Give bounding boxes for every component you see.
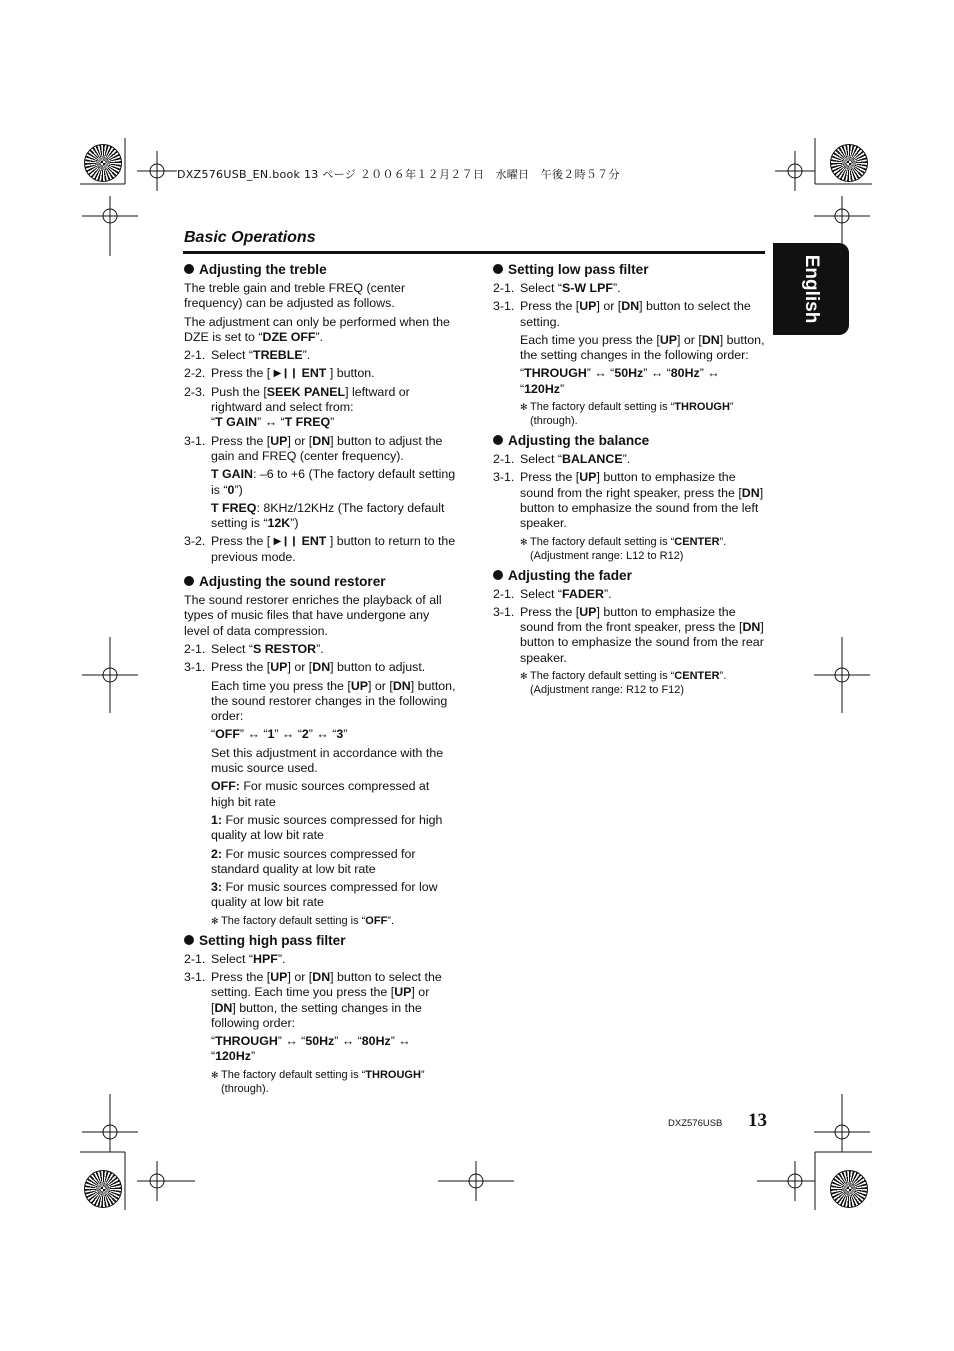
treble-intro-2: The adjustment can only be performed when the DZE is set to “DZE OFF”. xyxy=(184,314,450,344)
treble-freq-range: T FREQ: 8KHz/12KHz (The factory default setting is “12K”) xyxy=(211,500,445,531)
treble-intro-1: The treble gain and treble FREQ (center frequency) can be adjusted as follows. xyxy=(184,281,406,311)
book-info-line: DXZ576USB_EN.book 13 ページ ２００６年１２月２７日 水曜日 午後２時５７分 xyxy=(177,168,620,181)
bullet-icon xyxy=(493,264,503,274)
treble-step-2-3: 2-3. Push the [SEEK PANEL] leftward or rightward and select from: “T GAIN” ↔ “T FREQ” xyxy=(184,384,410,430)
lpf-order: “THROUGH” ↔ “50Hz” ↔ “80Hz” ↔ “120Hz” xyxy=(520,366,720,396)
language-tab-label: English xyxy=(801,254,822,324)
restorer-each-press: Each time you press the [UP] or [DN] button, the sound restorer changes in the following order: xyxy=(211,678,456,724)
restorer-default-note: ✻ The factory default setting is “OFF”. xyxy=(211,914,395,927)
treble-step-2-2: 2-2. Press the [ ▶❙❙ ENT ] button. xyxy=(184,366,375,381)
bullet-icon xyxy=(184,935,194,945)
asterisk-icon: ✻ xyxy=(520,671,528,682)
balance-heading: Adjusting the balance xyxy=(493,433,765,449)
hpf-heading: Setting high pass filter xyxy=(184,933,456,949)
restorer-off-desc: OFF: For music sources compressed at high bit rate xyxy=(211,779,430,809)
treble-step-2-1: 2-1. Select “TREBLE”. xyxy=(184,348,311,363)
fader-heading: Adjusting the fader xyxy=(493,568,765,584)
bullet-icon xyxy=(184,264,194,274)
treble-step-3-1: 3-1. Press the [UP] or [DN] button to adjust the gain and FREQ (center frequency). xyxy=(184,433,443,463)
balance-default-note: ✻ The factory default setting is “CENTER”. (Adjustment range: L12 to R12) xyxy=(520,535,727,562)
asterisk-icon: ✻ xyxy=(211,915,219,926)
hpf-order: “THROUGH” ↔ “50Hz” ↔ “80Hz” ↔ “120Hz” xyxy=(211,1034,411,1064)
restorer-order: “OFF” ↔ “1” ↔ “2” ↔ “3” xyxy=(211,727,348,742)
section-title: Basic Operations xyxy=(184,229,316,246)
asterisk-icon: ✻ xyxy=(520,402,528,413)
balance-step-3-1: 3-1. Press the [UP] button to emphasize the sound from the right speaker, press the [DN] button to emphasize the sound from the left speaker. xyxy=(493,470,764,531)
fader-step-3-1: 3-1. Press the [UP] button to emphasize the sound from the front speaker, press the [DN] button to emphasize the sound from the rear speaker. xyxy=(493,604,764,665)
treble-step-3-2: 3-2. Press the [ ▶❙❙ ENT ] button to return to the previous mode. xyxy=(184,534,456,564)
lpf-each-press: Each time you press the [UP] or [DN] button, the setting changes in the following order: xyxy=(520,332,765,363)
hpf-step-3-1: 3-1. Press the [UP] or [DN] button to select the setting. Each time you press the [UP] or [DN] button, the setting changes in the following order: xyxy=(184,969,442,1030)
restorer-3-desc: 3: For music sources compressed for low quality at low bit rate xyxy=(211,880,438,910)
lpf-step-2-1: 2-1. Select “S-W LPF”. xyxy=(493,281,621,295)
language-tab xyxy=(773,243,849,335)
bullet-icon xyxy=(493,570,503,580)
restorer-step-2-1: 2-1. Select “S RESTOR”. xyxy=(184,641,324,656)
balance-step-2-1: 2-1. Select “BALANCE”. xyxy=(493,452,631,467)
footer-model: DXZ576USB xyxy=(668,1118,723,1129)
treble-gain-range: T GAIN: –6 to +6 (The factory default setting is “0”) xyxy=(211,467,456,497)
lpf-heading: Setting low pass filter xyxy=(493,262,765,278)
restorer-intro: The sound restorer enriches the playback of all types of music files that have undergone any level of data compression. xyxy=(184,593,442,638)
section-rule xyxy=(183,251,765,254)
hpf-step-2-1: 2-1. Select “HPF”. xyxy=(184,951,286,966)
bullet-icon xyxy=(493,435,503,445)
play-pause-icon: ▶❙❙ xyxy=(273,368,299,380)
restorer-set-note: Set this adjustment in accordance with the music source used. xyxy=(211,745,444,776)
left-column xyxy=(184,262,456,1101)
restorer-step-3-1: 3-1. Press the [UP] or [DN] button to adjust. xyxy=(184,660,426,675)
lpf-default-note: ✻ The factory default setting is “THROUGH” (through). xyxy=(520,401,734,428)
restorer-1-desc: 1: For music sources compressed for high quality at low bit rate xyxy=(211,812,443,843)
hpf-default-note: ✻ The factory default setting is “THROUGH” (through). xyxy=(211,1068,425,1095)
fader-default-note: ✻ The factory default setting is “CENTER”. (Adjustment range: R12 to F12) xyxy=(520,670,727,697)
right-column xyxy=(493,262,765,702)
lpf-step-3-1: 3-1. Press the [UP] or [DN] button to select the setting. xyxy=(493,299,751,329)
play-pause-icon: ▶❙❙ xyxy=(273,536,299,548)
asterisk-icon: ✻ xyxy=(211,1069,219,1080)
fader-step-2-1: 2-1. Select “FADER”. xyxy=(493,586,612,601)
restorer-heading: Adjusting the sound restorer xyxy=(184,574,456,590)
page-number: 13 xyxy=(748,1110,767,1131)
restorer-2-desc: 2: For music sources compressed for standard quality at low bit rate xyxy=(211,846,416,876)
bullet-icon xyxy=(184,576,194,586)
asterisk-icon: ✻ xyxy=(520,536,528,547)
treble-heading: Adjusting the treble xyxy=(184,262,456,278)
